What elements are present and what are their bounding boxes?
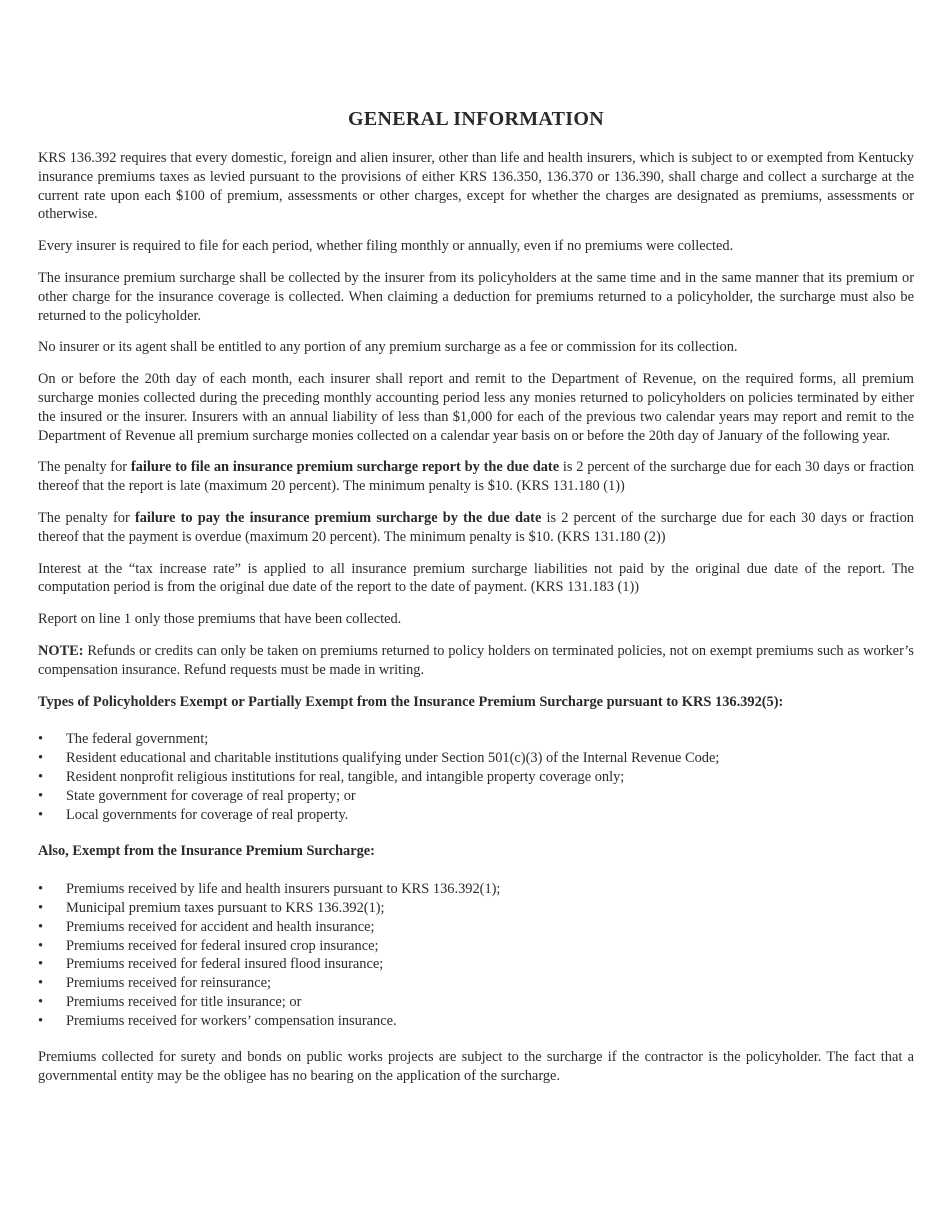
bullet-icon: • <box>38 881 44 898</box>
penalty-file-emphasis: failure to file an insurance premium surcharge report by the due date <box>130 459 560 476</box>
list-item <box>38 899 914 918</box>
list-item-text: Premiums received for accident and health insurance; <box>66 918 375 935</box>
list-item-text: Premiums received for workers’ compensation insurance. <box>66 1012 397 1029</box>
note-text: Refunds or credits can only be taken on premiums returned to policy holders on terminated policies, not on exempt premiums such as worker’s compensation insurance. Refund requests must be made in writing. <box>38 642 914 678</box>
paragraph-penalty-pay <box>38 509 914 547</box>
list-item-text: Premiums received for reinsurance; <box>66 975 271 992</box>
bullet-icon: • <box>38 937 44 954</box>
bullet-icon: • <box>38 731 44 748</box>
exempt-policyholders-list <box>38 730 914 824</box>
list-item <box>38 768 914 787</box>
list-item-text: Premiums received for title insurance; or <box>66 993 302 1010</box>
list-item <box>38 955 914 974</box>
list-item <box>38 918 914 937</box>
paragraph-surety-bonds: Premiums collected for surety and bonds on public works projects are subject to the surcharge if the contractor is the policyholder. The fact that a governmental entity may be the obligee has no bearing on the application of the surcharge. <box>38 1049 914 1085</box>
paragraph-collection: The insurance premium surcharge shall be collected by the insurer from its policyholders at the same time and in the same manner that its premium or other charge for the insurance coverage is collected. When claiming a deduction for premiums returned to a policyholder, the surcharge must also be returned to the policyholder. <box>38 269 914 324</box>
bullet-icon: • <box>38 787 44 804</box>
list-item <box>38 993 914 1012</box>
paragraph-due-date: On or before the 20th day of each month, each insurer shall report and remit to the Department of Revenue, on the required forms, all premium surcharge monies collected during the preceding monthly accounting period less any monies returned to policyholders on policies terminated by either the insured or the insurer. Insurers with an annual liability of less than $1,000 for each of the previous two calendar years may report and remit to the Department of Revenue all premium surcharge monies collected on a calendar year basis on or before the 20th day of January of the following year. <box>38 371 914 444</box>
also-exempt-heading: Also, Exempt from the Insurance Premium Surcharge: <box>38 843 375 860</box>
paragraph-no-commission: No insurer or its agent shall be entitled to any portion of any premium surcharge as a fee or commission for its collection. <box>38 339 738 356</box>
list-item-text: Premiums received by life and health insurers pursuant to KRS 136.392(1); <box>66 881 501 898</box>
list-item-text: Resident educational and charitable institutions qualifying under Section 501(c)(3) of the Internal Revenue Code; <box>66 750 720 767</box>
document-page <box>38 106 914 1099</box>
bullet-icon: • <box>38 899 44 916</box>
page-title: GENERAL INFORMATION <box>348 108 604 130</box>
bullet-icon: • <box>38 806 44 823</box>
list-item <box>38 974 914 993</box>
list-item-text: State government for coverage of real property; or <box>66 787 356 804</box>
list-item-text: The federal government; <box>66 731 209 748</box>
penalty-pay-details: is 2 percent of the surcharge due for each 30 days or fraction thereof that the payment is overdue (maximum 20 percent). The minimum penalty is $10. (KRS 131.180 (2)) <box>38 509 914 545</box>
penalty-file-details: is 2 percent of the surcharge due for each 30 days or fraction thereof that the report is late (maximum 20 percent). The minimum penalty is $10. (KRS 131.180 (1)) <box>38 459 914 495</box>
paragraph-line-1: Report on line 1 only those premiums that have been collected. <box>38 611 402 628</box>
penalty-pay-intro: The penalty for <box>38 509 135 526</box>
bullet-icon: • <box>38 1012 44 1029</box>
bullet-icon: • <box>38 918 44 935</box>
paragraph-penalty-file <box>38 458 914 496</box>
penalty-pay-emphasis: failure to pay the insurance premium surcharge by the due date <box>134 509 542 526</box>
bullet-icon: • <box>38 993 44 1010</box>
list-item <box>38 880 914 899</box>
bullet-icon: • <box>38 956 44 973</box>
list-item-text: Premiums received for federal insured crop insurance; <box>66 937 379 954</box>
bullet-icon: • <box>38 750 44 767</box>
paragraph-interest: Interest at the “tax increase rate” is applied to all insurance premium surcharge liabilities not paid by the original due date of the report. The computation period is from the original due date of the report to the date of payment. (KRS 131.183 (1)) <box>38 560 914 596</box>
list-item-text: Resident nonprofit religious institutions for real, tangible, and intangible property coverage only; <box>66 768 625 785</box>
penalty-file-intro: The penalty for <box>38 459 131 476</box>
also-exempt-list <box>38 880 914 1030</box>
list-item <box>38 749 914 768</box>
paragraph-krs-requirement: KRS 136.392 requires that every domestic, foreign and alien insurer, other than life and health insurers, which is subject to or exempted from Kentucky insurance premiums taxes as levied pursuant to the provisions of either KRS 136.350, 136.370 or 136.390, shall charge and collect a surcharge at the current rate upon each $100 of premium, assessments or other charges, except for whether the charges are designated as premiums, assessments or otherwise. <box>38 150 914 223</box>
bullet-icon: • <box>38 768 44 785</box>
bullet-icon: • <box>38 975 44 992</box>
list-item-text: Municipal premium taxes pursuant to KRS 136.392(1); <box>66 899 385 916</box>
list-item <box>38 787 914 806</box>
list-item <box>38 730 914 749</box>
paragraph-note <box>38 642 914 680</box>
list-item <box>38 1012 914 1031</box>
list-item <box>38 937 914 956</box>
paragraph-filing-requirement: Every insurer is required to file for each period, whether filing monthly or annually, even if no premiums were collected. <box>38 238 734 255</box>
note-label: NOTE: <box>38 642 84 659</box>
list-item-text: Premiums received for federal insured flood insurance; <box>66 956 384 973</box>
exempt-policyholders-heading: Types of Policyholders Exempt or Partially Exempt from the Insurance Premium Surcharge pursuant to KRS 136.392(5): <box>38 693 784 710</box>
list-item-text: Local governments for coverage of real property. <box>66 806 349 823</box>
list-item <box>38 806 914 825</box>
